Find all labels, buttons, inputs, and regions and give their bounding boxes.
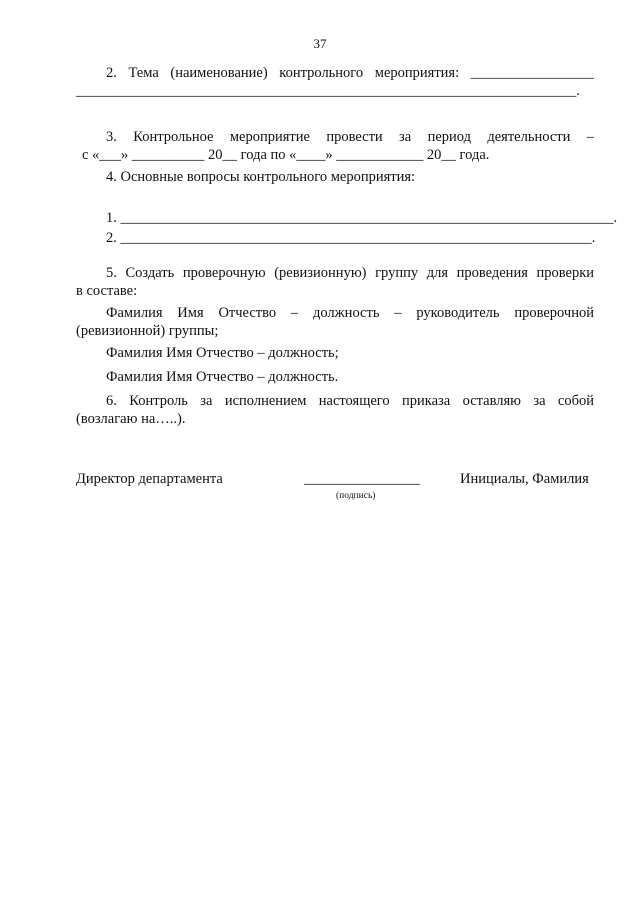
item5-member1-line1: Фамилия Имя Отчество – должность – руководитель проверочной xyxy=(106,305,594,321)
signature-line: ________________ xyxy=(304,471,420,487)
item5-group-line2: в составе: xyxy=(76,283,138,299)
signature-position: Директор департамента xyxy=(76,471,223,487)
item2-topic-line2: _____________________________________________________________________. xyxy=(76,83,580,99)
item3-period-line2: с «___» __________ 20__ года по «____» ____________ 20__ года. xyxy=(82,147,490,163)
item3-period-line1: 3. Контрольное мероприятие провести за период деятельности – xyxy=(106,129,594,145)
item5-member3: Фамилия Имя Отчество – должность. xyxy=(106,369,339,385)
item4-heading: 4. Основные вопросы контрольного мероприятия: xyxy=(106,169,416,185)
item5-group-line1: 5. Создать проверочную (ревизионную) группу для проведения проверки xyxy=(106,265,594,281)
page-number: 37 xyxy=(313,36,327,51)
item5-member1-line2: (ревизионной) группы; xyxy=(76,323,219,339)
signature-caption: (подпись) xyxy=(336,491,376,501)
item4-question-1: 1. ____________________________________________________________________. xyxy=(106,210,618,226)
signature-name: Инициалы, Фамилия xyxy=(460,471,589,487)
item6-control-line2: (возлагаю на…..). xyxy=(76,411,186,427)
item2-topic-line1: 2. Тема (наименование) контрольного мероприятия: _________________ xyxy=(106,65,594,81)
item4-question-2: 2. _________________________________________________________________. xyxy=(106,230,596,246)
item6-control-line1: 6. Контроль за исполнением настоящего приказа оставляю за собой xyxy=(106,393,594,409)
item5-member2: Фамилия Имя Отчество – должность; xyxy=(106,345,339,361)
